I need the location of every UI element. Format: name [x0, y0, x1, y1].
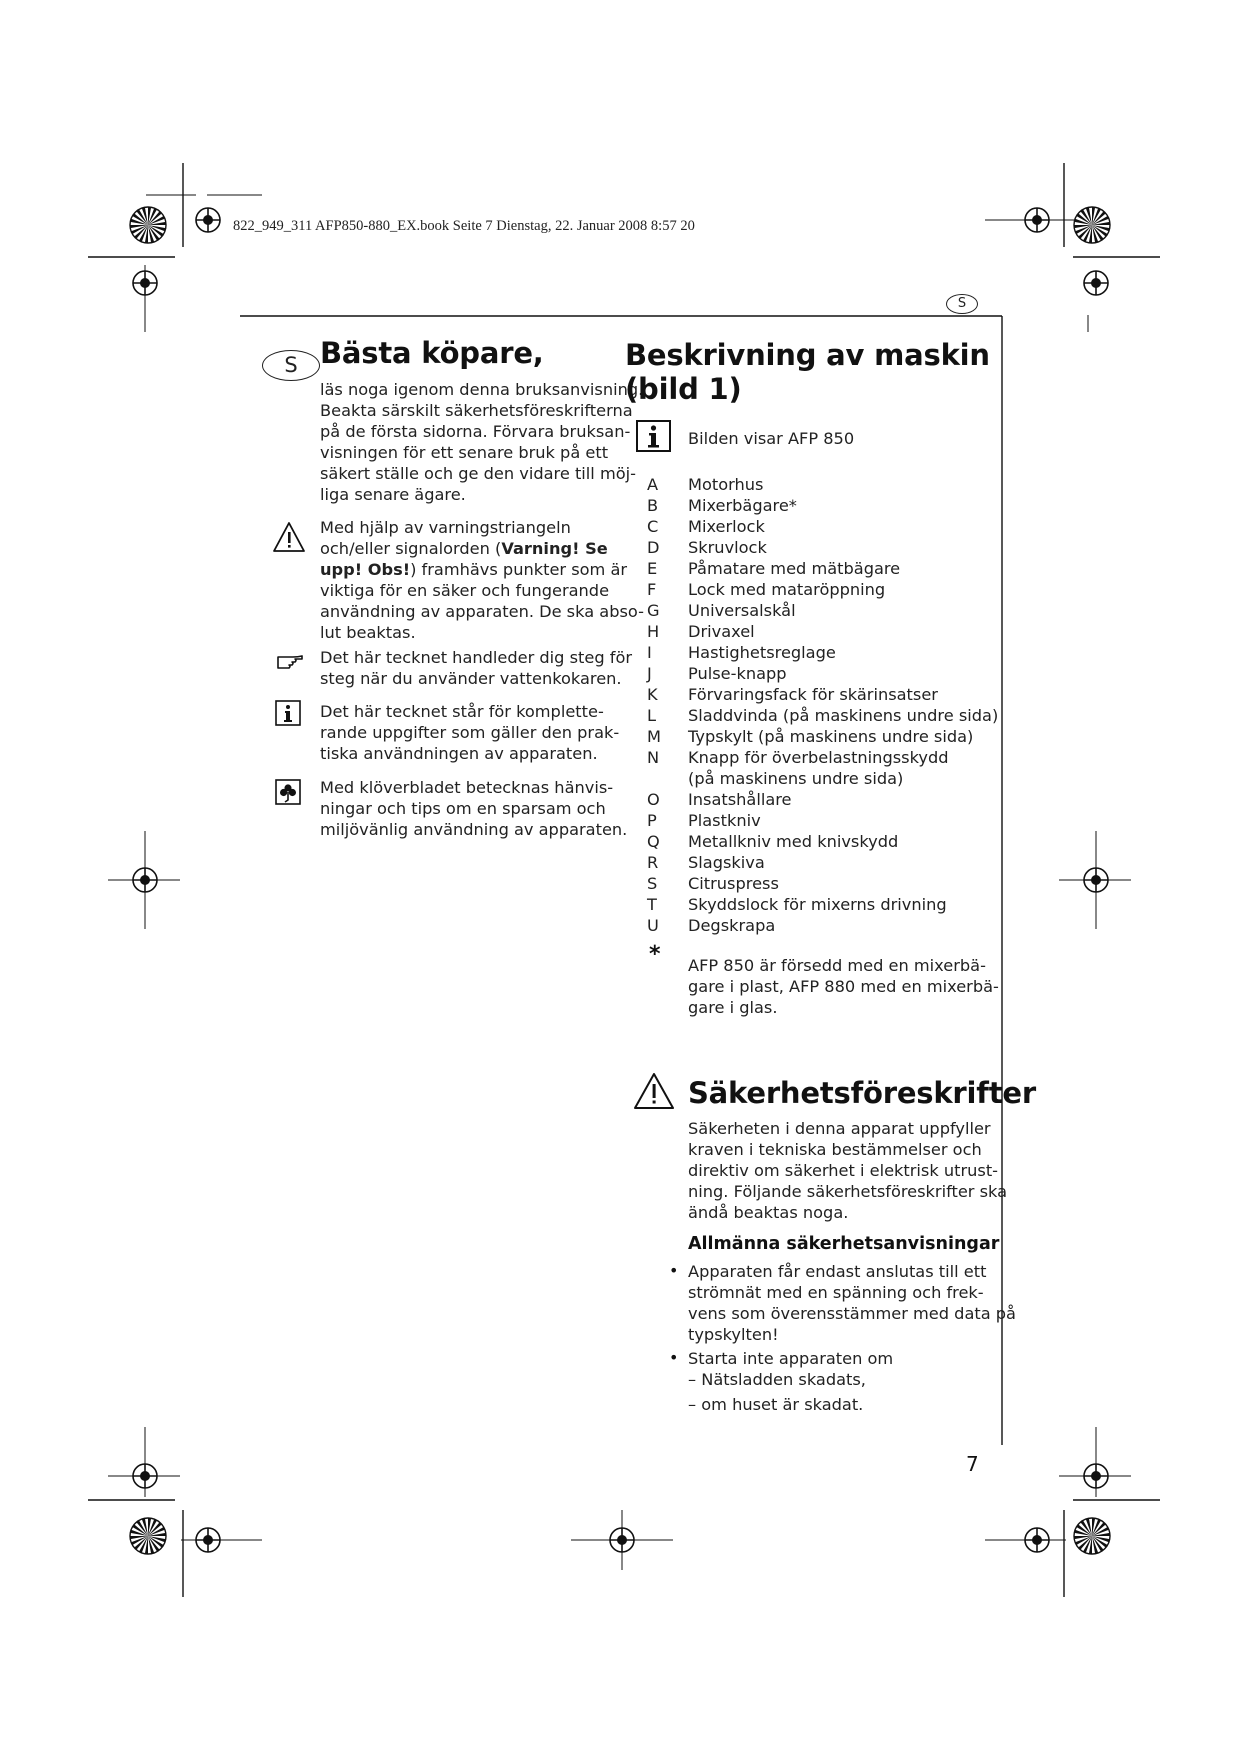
warning-triangle-icon: [274, 523, 304, 551]
part-item: L Sladdvinda (på maskinens undre sida): [647, 706, 999, 725]
part-item: C Mixerlock: [647, 517, 765, 536]
part-item: O Insatshållare: [647, 790, 792, 809]
part-item: S Citruspress: [647, 874, 779, 893]
footnote-marker: *: [649, 942, 661, 967]
part-item: P Plastkniv: [647, 811, 761, 830]
dash-item: – Nätsladden skadats,: [688, 1370, 866, 1389]
part-item: J Pulse-knapp: [647, 664, 787, 683]
language-badge: S: [262, 350, 320, 381]
info-icon: [276, 701, 300, 725]
page-number: 7: [966, 1452, 979, 1476]
info-text: Bilden visar AFP 850: [688, 429, 855, 448]
clover-note: Med klöverbladet betecknas hänvis- ningar och tips om en sparsam och miljövänlig användning av apparaten.: [320, 778, 628, 839]
warning-note: Med hjälp av varningstriangeln och/eller signalorden (Varning! Se upp! Obs!) framhävs punkter som är viktiga för en säker och fungerande användning av apparaten. De ska abso- lut beaktas.: [320, 518, 644, 642]
part-item: G Universalskål: [647, 601, 796, 620]
part-item: K Förvaringsfack för skärinsatser: [647, 685, 938, 704]
step-note: Det här tecknet handleder dig steg för steg när du använder vattenkokaren.: [320, 648, 633, 688]
description-title-line2: (bild 1): [625, 372, 742, 406]
bullet-dot: •: [669, 1261, 679, 1280]
warning-triangle-icon-large: [635, 1074, 673, 1108]
bullet-dot: •: [669, 1348, 679, 1367]
footnote: AFP 850 är försedd med en mixerbä- gare i plast, AFP 880 med en mixerbä- gare i glas.: [688, 956, 999, 1017]
print-header: 822_949_311 AFP850-880_EX.book Seite 7 Dienstag, 22. Januar 2008 8:57 20: [233, 218, 695, 234]
info-note: Det här tecknet står för komplette- rande uppgifter som gäller den prak- tiska användningen av apparaten.: [320, 702, 620, 763]
part-item: F Lock med mataröppning: [647, 580, 886, 599]
part-item: H Drivaxel: [647, 622, 755, 641]
intro-paragraph: läs noga igenom denna bruksanvisning. Beakta särskilt säkerhetsföreskrifterna på de första sidorna. Förvara bruksan- visningen för ett senare bruk på ett säkert ställe och ge den vidare till möj- liga senare ägare.: [320, 380, 644, 504]
part-item: T Skyddslock för mixerns drivning: [647, 895, 947, 914]
safety-bullet-1: Apparaten får endast anslutas till ett strömnät med en spänning och frek- vens som överensstämmer med data på typskylten!: [688, 1262, 1016, 1344]
safety-bullet-2: Starta inte apparaten om: [688, 1349, 894, 1368]
safety-title: Säkerhetsföreskrifter: [688, 1076, 1036, 1110]
part-item: N Knapp för överbelastningsskydd: [647, 748, 949, 767]
safety-intro: Säkerheten i denna apparat uppfyller kraven i tekniska bestämmelser och direktiv om säkerhet i elektrisk utrust- ning. Följande säkerhetsföreskrifter ska ändå beaktas noga.: [688, 1119, 1008, 1222]
language-badge-top: S: [946, 294, 978, 314]
part-item: R Slagskiva: [647, 853, 765, 872]
description-title-line1: Beskrivning av maskin: [625, 338, 990, 372]
part-item: I Hastighetsreglage: [647, 643, 836, 662]
clover-leaf-icon: [276, 780, 300, 804]
part-item: A Motorhus: [647, 475, 764, 494]
pointing-hand-icon: [278, 656, 302, 668]
greeting-title: Bästa köpare,: [320, 336, 544, 370]
general-safety-heading: Allmänna säkerhetsanvisningar: [688, 1234, 1000, 1254]
part-item: M Typskylt (på maskinens undre sida): [647, 727, 974, 746]
part-item: D Skruvlock: [647, 538, 767, 557]
part-item: Q Metallkniv med knivskydd: [647, 832, 899, 851]
part-item: E Påmatare med mätbägare: [647, 559, 901, 578]
part-item: U Degskrapa: [647, 916, 776, 935]
part-item: B Mixerbägare*: [647, 496, 797, 515]
dash-item: – om huset är skadat.: [688, 1395, 864, 1414]
part-item: (på maskinens undre sida): [688, 769, 904, 788]
